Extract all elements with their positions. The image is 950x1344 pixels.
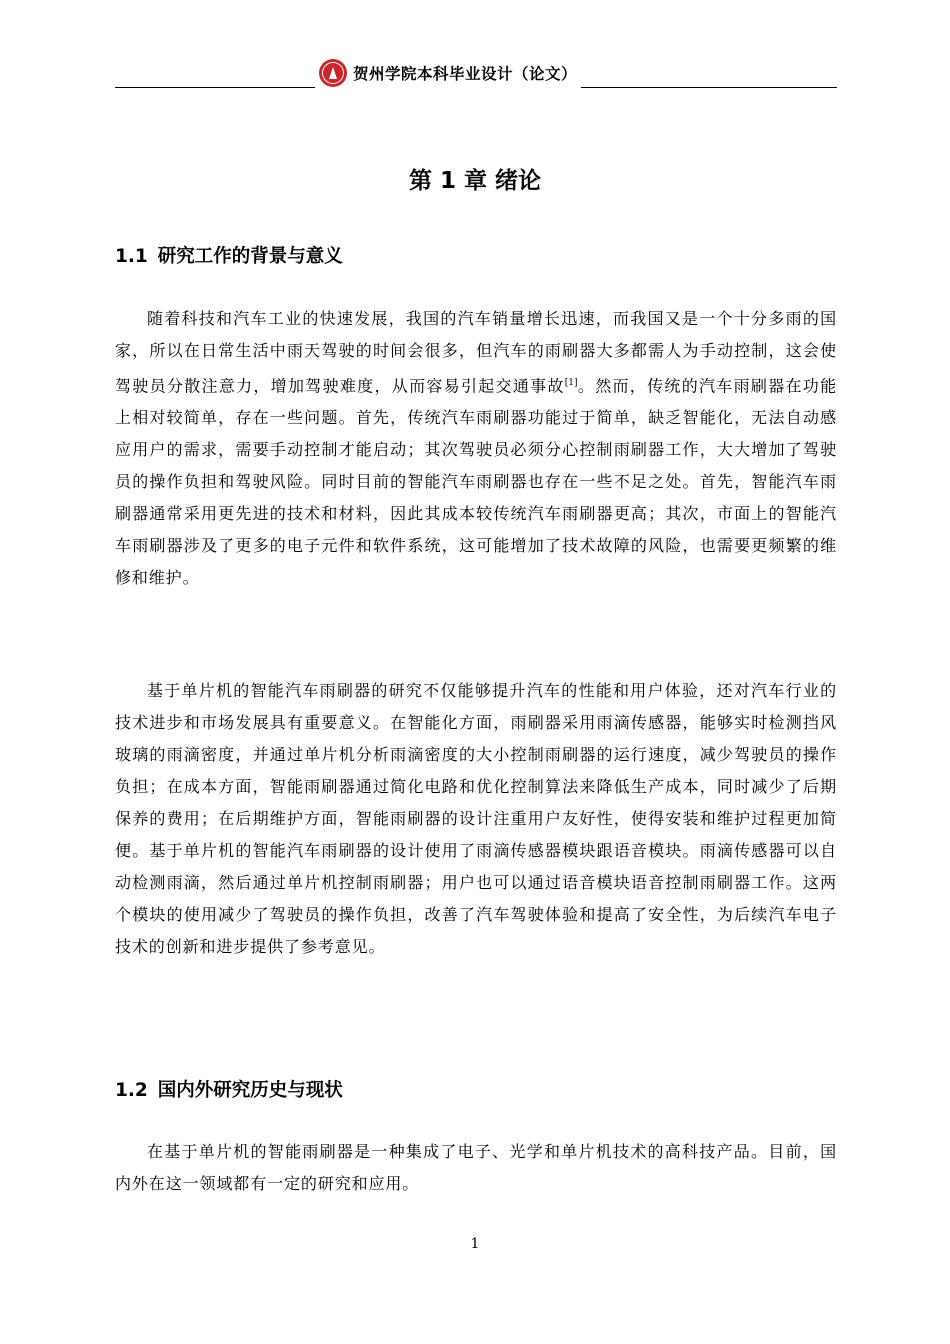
page-number: 1 [470, 1236, 480, 1252]
citation-ref[interactable]: [1] [564, 378, 578, 388]
section-title: 国内外研究历史与现状 [157, 1080, 343, 1101]
section-title: 研究工作的背景与意义 [157, 246, 343, 267]
paragraph-text: 随着科技和汽车工业的快速发展，我国的汽车销量增长迅速，而我国又是一个十分多雨的国家，所以在日常生活中雨天驾驶的时间会很多，但汽车的雨刷器大多都需人为手动控制，这会使驾驶员分散注意力，增加驾驶难度，从而容易引起交通事故 [115, 309, 837, 396]
paragraph-history-1: 在基于单片机的智能雨刷器是一种集成了电子、光学和单片机技术的高科技产品。目前，国内外在这一领域都有一定的研究和应用。 [115, 1142, 837, 1193]
section-number: 1.2 [115, 1080, 148, 1101]
header-content [315, 58, 581, 88]
section-heading-1-1 [115, 242, 343, 268]
header-title: 贺州学院本科毕业设计（论文） [353, 65, 578, 83]
page-header [115, 58, 837, 90]
paragraph-text: 。然而，传统的汽车雨刷器在功能上相对较简单，存在一些问题。首先，传统汽车雨刷器功能过于简单，缺乏智能化，无法自动感应用户的需求，需要手动控制才能启动；其次驾驶员必须分心控制雨刷器工作，大大增加了驾驶员的操作负担和驾驶风险。同时目前的智能汽车雨刷器也存在一些不足之处。首先，智能汽车雨刷器通常采用更先进的技术和材料，因此其成本较传统汽车雨刷器更高；其次，市面上的智能汽车雨刷器涉及了更多的电子元件和软件系统，这可能增加了技术故障的风险，也需要更频繁的维修和维护。 [115, 376, 837, 588]
paragraph-background-1 [115, 303, 837, 594]
paragraph-background-2: 基于单片机的智能汽车雨刷器的研究不仅能够提升汽车的性能和用户体验，还对汽车行业的技术进步和市场发展具有重要意义。在智能化方面，雨刷器采用雨滴传感器，能够实时检测挡风玻璃的雨滴密度，并通过单片机分析雨滴密度的大小控制雨刷器的运行速度，减少驾驶员的操作负担；在成本方面，智能雨刷器通过简化电路和优化控制算法来降低生产成本，同时减少了后期保养的费用；在后期维护方面，智能雨刷器的设计注重用户友好性，使得安装和维护过程更加简便。基于单片机的智能汽车雨刷器的设计使用了雨滴传感器模块跟语音模块。雨滴传感器可以自动检测雨滴，然后通过单片机控制雨刷器；用户也可以通过语音模块语音控制雨刷器工作。这两个模块的使用减少了驾驶员的操作负担，改善了汽车驾驶体验和提高了安全性，为后续汽车电子技术的创新和进步提供了参考意见。 [115, 681, 837, 956]
section-number: 1.1 [115, 246, 148, 267]
section-heading-1-2 [115, 1076, 343, 1102]
school-emblem-icon [319, 59, 347, 87]
chapter-title: 第 1 章 绪论 [408, 168, 542, 194]
